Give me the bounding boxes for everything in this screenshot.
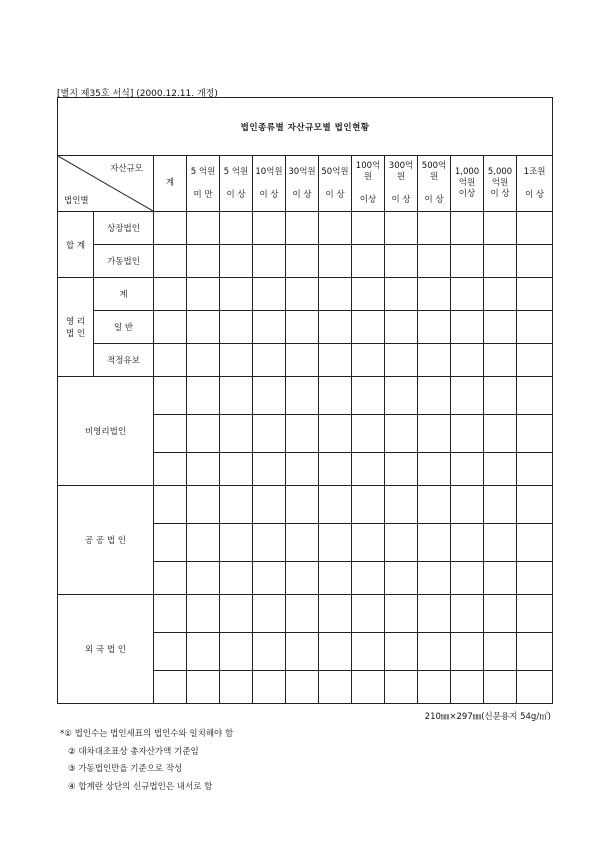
value-cell[interactable] [220, 415, 253, 453]
value-cell[interactable] [220, 311, 253, 344]
value-cell[interactable] [385, 633, 418, 671]
value-cell[interactable] [286, 415, 319, 453]
note-1: *① 법인수는 법인세표의 법인수와 일치해야 함 [60, 729, 234, 739]
value-cell[interactable] [154, 562, 187, 595]
value-cell[interactable] [385, 524, 418, 562]
column-header-label: 이상 [359, 195, 377, 205]
value-cell[interactable] [484, 212, 517, 245]
value-cell[interactable] [352, 212, 385, 245]
column-header [187, 156, 220, 212]
value-cell[interactable] [385, 344, 418, 377]
value-cell[interactable] [352, 377, 385, 415]
public-group-label-text: 공 공 법 인 [85, 536, 126, 546]
value-cell[interactable] [187, 245, 220, 278]
value-cell[interactable] [451, 671, 484, 704]
value-cell[interactable] [451, 524, 484, 562]
value-cell[interactable] [253, 633, 286, 671]
value-cell[interactable] [286, 562, 319, 595]
value-cell[interactable] [418, 671, 451, 704]
value-cell[interactable] [484, 453, 517, 486]
column-header [484, 156, 517, 212]
value-cell[interactable] [451, 562, 484, 595]
value-cell[interactable] [385, 377, 418, 415]
profit-group-label [58, 278, 94, 377]
value-cell[interactable] [253, 311, 286, 344]
value-cell[interactable] [187, 278, 220, 311]
value-cell[interactable] [187, 212, 220, 245]
value-cell[interactable] [451, 245, 484, 278]
column-header [517, 156, 553, 212]
value-cell[interactable] [286, 311, 319, 344]
value-cell[interactable] [418, 415, 451, 453]
asset-size-label: 자산규모 [110, 164, 143, 174]
column-header-label: 이 상 [226, 189, 246, 200]
value-cell[interactable] [286, 377, 319, 415]
value-cell[interactable] [220, 595, 253, 633]
value-cell[interactable] [154, 377, 187, 415]
table-row [58, 595, 553, 633]
value-cell[interactable] [352, 278, 385, 311]
value-cell[interactable] [286, 278, 319, 311]
table-row [58, 311, 553, 344]
column-header-label: 이 상 [259, 189, 279, 200]
total-group-label-text: 합 계 [65, 240, 86, 251]
total-group-label [58, 212, 94, 278]
column-header [418, 156, 451, 212]
column-header-label: 억원 [491, 178, 509, 188]
row-label [94, 278, 154, 311]
profit-group-label-text: 영 리 법 인 [65, 317, 86, 339]
value-cell[interactable] [517, 486, 553, 524]
value-cell[interactable] [484, 524, 517, 562]
value-cell[interactable] [253, 453, 286, 486]
row-label [94, 344, 154, 377]
form-label: [별지 제35호 서식] (2000.12.11. 개정) [57, 89, 218, 99]
value-cell[interactable] [484, 245, 517, 278]
row-label-text: 일 반 [113, 323, 134, 333]
value-cell[interactable] [484, 311, 517, 344]
value-cell[interactable] [319, 415, 352, 453]
value-cell[interactable] [418, 212, 451, 245]
value-cell[interactable] [517, 311, 553, 344]
value-cell[interactable] [517, 212, 553, 245]
foreign-group-label-text: 외 국 법 인 [85, 645, 126, 655]
column-header-label: 5,000 [487, 167, 513, 177]
table-row [58, 344, 553, 377]
value-cell[interactable] [253, 524, 286, 562]
value-cell[interactable] [187, 453, 220, 486]
value-cell[interactable] [286, 633, 319, 671]
value-cell[interactable] [319, 377, 352, 415]
column-header-label: 50억원 [321, 166, 349, 177]
column-header [154, 156, 187, 212]
value-cell[interactable] [451, 311, 484, 344]
value-cell[interactable] [187, 344, 220, 377]
value-cell[interactable] [484, 595, 517, 633]
nonprofit-group-label-text: 비영리법인 [84, 427, 127, 437]
note-3: ③ 가동법인만을 기준으로 작성 [68, 764, 183, 774]
value-cell[interactable] [319, 212, 352, 245]
column-header-label: 이 상 [391, 195, 411, 205]
column-header-label: 미 만 [193, 189, 213, 200]
value-cell[interactable] [319, 311, 352, 344]
value-cell[interactable] [253, 562, 286, 595]
value-cell[interactable] [220, 562, 253, 595]
value-cell[interactable] [319, 278, 352, 311]
value-cell[interactable] [517, 278, 553, 311]
value-cell[interactable] [385, 311, 418, 344]
value-cell[interactable] [220, 278, 253, 311]
value-cell[interactable] [187, 311, 220, 344]
value-cell[interactable] [352, 671, 385, 704]
value-cell[interactable] [220, 486, 253, 524]
value-cell[interactable] [154, 278, 187, 311]
table-row [58, 278, 553, 311]
table-title: 법인종류별 자산규모별 법인현황 [58, 98, 553, 156]
value-cell[interactable] [385, 453, 418, 486]
value-cell[interactable] [154, 595, 187, 633]
value-cell[interactable] [517, 524, 553, 562]
value-cell[interactable] [451, 377, 484, 415]
value-cell[interactable] [154, 344, 187, 377]
value-cell[interactable] [286, 212, 319, 245]
value-cell[interactable] [319, 245, 352, 278]
value-cell[interactable] [286, 453, 319, 486]
column-header-label: 이 상 [525, 189, 545, 200]
column-header-label: 5 억원 [190, 166, 216, 177]
value-cell[interactable] [286, 344, 319, 377]
value-cell[interactable] [154, 415, 187, 453]
value-cell[interactable] [418, 377, 451, 415]
value-cell[interactable] [220, 524, 253, 562]
value-cell[interactable] [319, 633, 352, 671]
value-cell[interactable] [352, 524, 385, 562]
value-cell[interactable] [484, 344, 517, 377]
value-cell[interactable] [418, 453, 451, 486]
value-cell[interactable] [352, 633, 385, 671]
column-header-label: 5 억원 [223, 166, 249, 177]
value-cell[interactable] [484, 377, 517, 415]
value-cell[interactable] [451, 633, 484, 671]
value-cell[interactable] [286, 245, 319, 278]
value-cell[interactable] [319, 562, 352, 595]
asset-status-table [57, 97, 553, 704]
row-label-text: 계 [119, 290, 128, 300]
value-cell[interactable] [484, 562, 517, 595]
corporation-type-label: 법인별 [64, 196, 89, 206]
value-cell[interactable] [187, 633, 220, 671]
value-cell[interactable] [418, 524, 451, 562]
value-cell[interactable] [385, 562, 418, 595]
value-cell[interactable] [385, 245, 418, 278]
value-cell[interactable] [451, 212, 484, 245]
value-cell[interactable] [253, 415, 286, 453]
value-cell[interactable] [319, 671, 352, 704]
column-header [286, 156, 319, 212]
value-cell[interactable] [451, 344, 484, 377]
value-cell[interactable] [352, 595, 385, 633]
column-header-label: 이 상 [325, 189, 345, 200]
value-cell[interactable] [154, 524, 187, 562]
value-cell[interactable] [220, 344, 253, 377]
value-cell[interactable] [154, 453, 187, 486]
value-cell[interactable] [220, 671, 253, 704]
value-cell[interactable] [451, 278, 484, 311]
column-header [352, 156, 385, 212]
value-cell[interactable] [484, 278, 517, 311]
column-header-label: 30억원 [288, 166, 316, 177]
notes [60, 726, 233, 796]
column-header [385, 156, 418, 212]
column-header [451, 156, 484, 212]
corner-header [58, 156, 154, 212]
value-cell[interactable] [253, 671, 286, 704]
value-cell[interactable] [319, 524, 352, 562]
value-cell[interactable] [154, 245, 187, 278]
value-cell[interactable] [451, 486, 484, 524]
table-row [58, 486, 553, 524]
value-cell[interactable] [385, 595, 418, 633]
table-row [58, 245, 553, 278]
value-cell[interactable] [352, 486, 385, 524]
column-header-label: 이 상 [292, 189, 312, 200]
column-header-label: 이상 [458, 189, 476, 199]
value-cell[interactable] [418, 344, 451, 377]
value-cell[interactable] [517, 377, 553, 415]
row-label-text: 상장법인 [107, 224, 140, 234]
value-cell[interactable] [385, 278, 418, 311]
value-cell[interactable] [385, 415, 418, 453]
value-cell[interactable] [352, 415, 385, 453]
value-cell[interactable] [220, 453, 253, 486]
value-cell[interactable] [253, 595, 286, 633]
table-row [58, 212, 553, 245]
value-cell[interactable] [451, 453, 484, 486]
column-header-label: 10억원 [255, 166, 283, 177]
nonprofit-group-label [58, 377, 154, 486]
value-cell[interactable] [352, 344, 385, 377]
value-cell[interactable] [253, 278, 286, 311]
value-cell[interactable] [517, 595, 553, 633]
value-cell[interactable] [352, 453, 385, 486]
value-cell[interactable] [319, 344, 352, 377]
value-cell[interactable] [187, 415, 220, 453]
value-cell[interactable] [253, 245, 286, 278]
value-cell[interactable] [517, 245, 553, 278]
value-cell[interactable] [154, 311, 187, 344]
value-cell[interactable] [484, 671, 517, 704]
value-cell[interactable] [319, 595, 352, 633]
value-cell[interactable] [220, 245, 253, 278]
column-header-label: 이 상 [490, 189, 510, 199]
value-cell[interactable] [187, 486, 220, 524]
value-cell[interactable] [352, 245, 385, 278]
column-header-label: 이 상 [424, 195, 444, 205]
row-label-text: 적정유보 [107, 356, 140, 366]
value-cell[interactable] [286, 486, 319, 524]
column-header [319, 156, 352, 212]
value-cell[interactable] [253, 377, 286, 415]
public-group-label [58, 486, 154, 595]
value-cell[interactable] [385, 212, 418, 245]
value-cell[interactable] [418, 595, 451, 633]
value-cell[interactable] [187, 671, 220, 704]
value-cell[interactable] [187, 377, 220, 415]
value-cell[interactable] [154, 212, 187, 245]
value-cell[interactable] [220, 377, 253, 415]
row-label [94, 311, 154, 344]
value-cell[interactable] [154, 633, 187, 671]
value-cell[interactable] [418, 633, 451, 671]
value-cell[interactable] [319, 486, 352, 524]
table-row [58, 377, 553, 415]
value-cell[interactable] [484, 633, 517, 671]
note-2: ② 대차대조표상 총자산가액 기준임 [68, 746, 199, 757]
value-cell[interactable] [517, 415, 553, 453]
value-cell[interactable] [352, 562, 385, 595]
value-cell[interactable] [517, 562, 553, 595]
column-header-label: 100억원 [355, 161, 381, 182]
value-cell[interactable] [484, 486, 517, 524]
value-cell[interactable] [154, 486, 187, 524]
column-header-label: 500억원 [421, 161, 447, 182]
column-header [253, 156, 286, 212]
value-cell[interactable] [319, 453, 352, 486]
value-cell[interactable] [517, 344, 553, 377]
column-header-label: 계 [165, 178, 175, 188]
column-header-label: 1조원 [523, 166, 546, 177]
value-cell[interactable] [517, 453, 553, 486]
value-cell[interactable] [418, 311, 451, 344]
value-cell[interactable] [517, 633, 553, 671]
row-label-text: 가동법인 [107, 257, 140, 267]
value-cell[interactable] [187, 524, 220, 562]
row-label [94, 212, 154, 245]
column-header [220, 156, 253, 212]
value-cell[interactable] [418, 278, 451, 311]
value-cell[interactable] [484, 415, 517, 453]
value-cell[interactable] [352, 311, 385, 344]
value-cell[interactable] [187, 562, 220, 595]
value-cell[interactable] [220, 633, 253, 671]
row-label [94, 245, 154, 278]
value-cell[interactable] [286, 595, 319, 633]
foreign-group-label [58, 595, 154, 704]
value-cell[interactable] [418, 562, 451, 595]
value-cell[interactable] [517, 671, 553, 704]
value-cell[interactable] [418, 486, 451, 524]
column-header-label: 억원 [458, 178, 476, 188]
value-cell[interactable] [154, 671, 187, 704]
value-cell[interactable] [286, 671, 319, 704]
value-cell[interactable] [451, 595, 484, 633]
value-cell[interactable] [286, 524, 319, 562]
value-cell[interactable] [253, 212, 286, 245]
note-4: ④ 합계란 상단의 신규법인은 내서로 함 [68, 781, 213, 792]
column-header-label: 300억원 [388, 161, 414, 182]
value-cell[interactable] [385, 486, 418, 524]
value-cell[interactable] [253, 344, 286, 377]
value-cell[interactable] [220, 212, 253, 245]
value-cell[interactable] [451, 415, 484, 453]
value-cell[interactable] [385, 671, 418, 704]
column-header-label: 1,000 [454, 167, 480, 177]
paper-size-note: 210㎜×297㎜(신문용지 54g/㎡) [424, 712, 551, 722]
value-cell[interactable] [418, 245, 451, 278]
value-cell[interactable] [187, 595, 220, 633]
value-cell[interactable] [253, 486, 286, 524]
